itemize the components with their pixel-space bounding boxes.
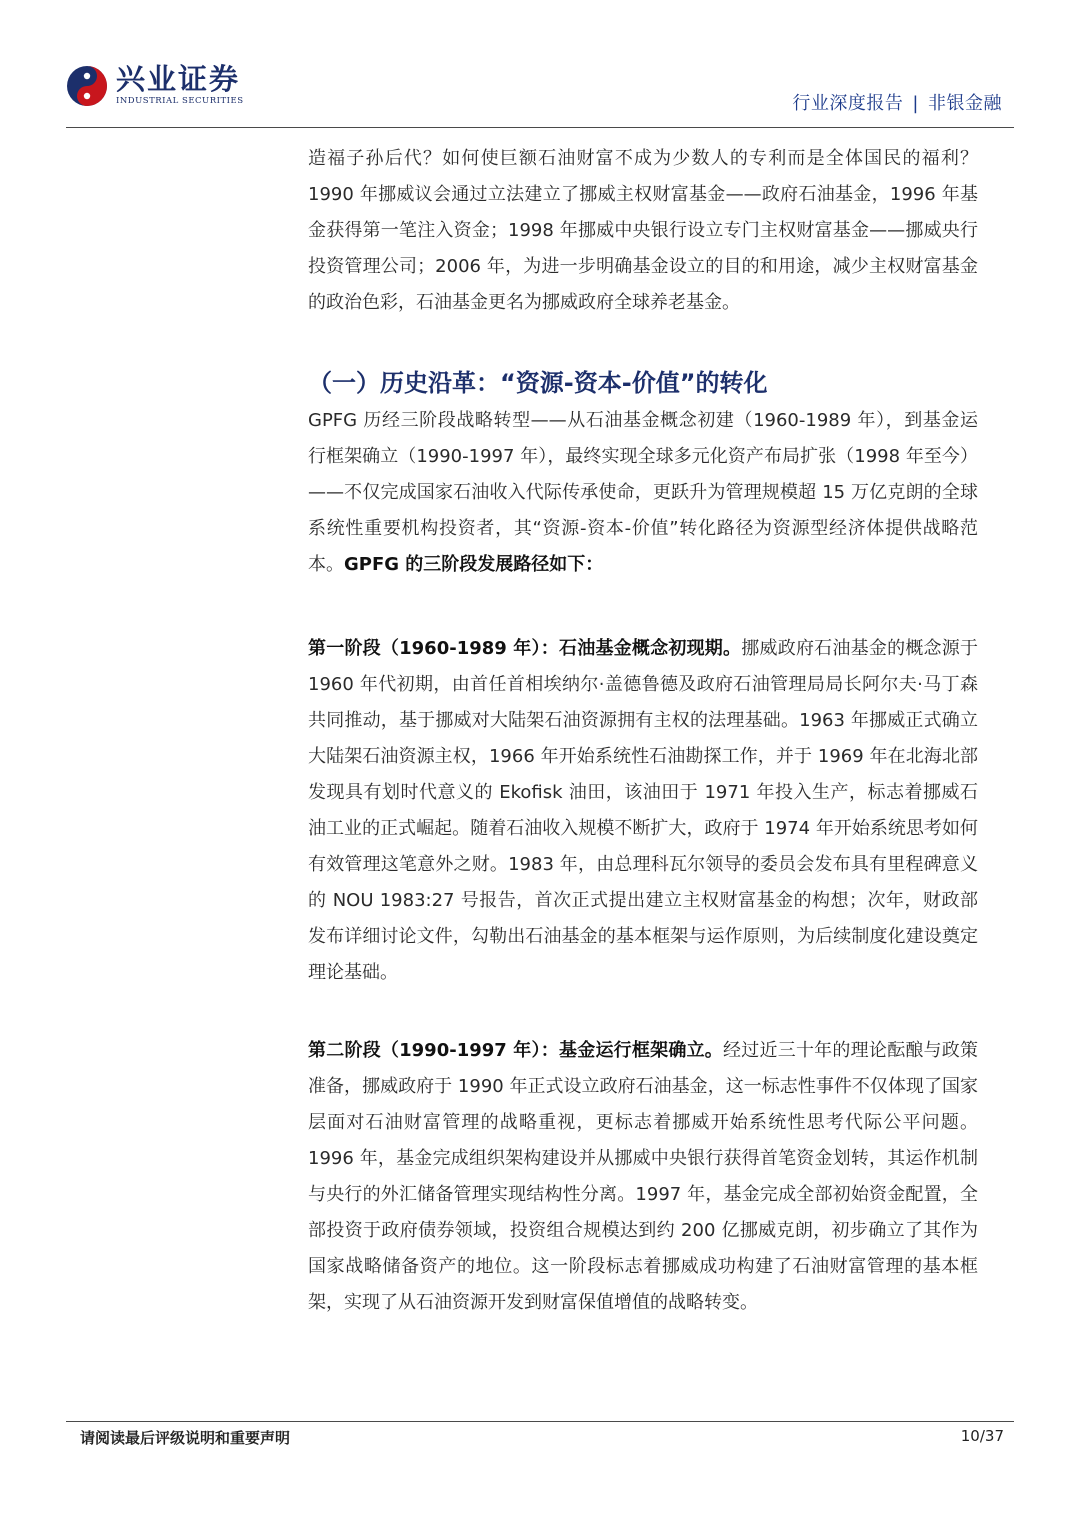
overview-paragraph bbox=[308, 403, 978, 583]
footer-disclaimer: 请阅读最后评级说明和重要声明 bbox=[80, 1429, 291, 1447]
logo-mark-icon bbox=[66, 65, 108, 107]
logo-chinese-name: 兴业证券 bbox=[116, 62, 241, 96]
page-header bbox=[0, 0, 1080, 130]
stage1-title: 第一阶段（1960-1989 年）：石油基金概念初现期。 bbox=[308, 638, 742, 659]
overview-bold-lead: GPFG 的三阶段发展路径如下： bbox=[344, 554, 604, 575]
stage1-paragraph bbox=[308, 631, 978, 991]
company-logo bbox=[66, 64, 244, 107]
report-sector: 非银金融 bbox=[928, 93, 1002, 114]
header-divider bbox=[66, 127, 1014, 128]
page-number: 10/37 bbox=[960, 1427, 1004, 1445]
section-heading: （一）历史沿革：“资源-资本-价值”的转化 bbox=[308, 369, 768, 397]
stage1-text: 挪威政府石油基金的概念源于 1960 年代初期，由首任首相埃纳尔·盖德鲁德及政府石油管理局局长阿尔夫·马丁森共同推动，基于挪威对大陆架石油资源拥有主权的法理基础。1963 年挪威正式确立大陆架石油资源主权，1966 年开始系统性石油勘探工作，并于 1969 年在北海北部发现具有划时代意义的 Ekofisk 油田，该油田于 1971 年投入生产，标志着挪威石油工业的正式崛起。随着石油收入规模不断扩大，政府于 1974 年开始系统思考如何有效管理这笔意外之财。1983 年，由总理科瓦尔领导的委员会发布具有里程碑意义的 NOU 1983:27 号报告，首次正式提出建立主权财富基金的构想；次年，财政部发布详细讨论文件，勾勒出石油基金的基本框架与运作原则，为后续制度化建设奠定理论基础。 bbox=[308, 638, 978, 983]
stage2-paragraph bbox=[308, 1033, 978, 1321]
logo-english-name: INDUSTRIAL SECURITIES bbox=[116, 96, 244, 106]
footer-divider bbox=[66, 1421, 1014, 1422]
overview-text: GPFG 历经三阶段战略转型——从石油基金概念初建（1960-1989 年），到基金运行框架确立（1990-1997 年），最终实现全球多元化资产布局扩张（1998 年至今）——不仅完成国家石油收入代际传承使命，更跃升为管理规模超 15 万亿克朗的全球系统性重要机构投资者，其“资源-资本-价值”转化路径为资源型经济体提供战略范本。 bbox=[308, 410, 978, 575]
header-separator: | bbox=[912, 93, 919, 114]
report-category bbox=[792, 89, 1002, 115]
intro-paragraph: 造福子孙后代？如何使巨额石油财富不成为少数人的专利而是全体国民的福利？1990 年挪威议会通过立法建立了挪威主权财富基金——政府石油基金，1996 年基金获得第一笔注入资金；1998 年挪威中央银行设立专门主权财富基金——挪威央行投资管理公司；2006 年，为进一步明确基金设立的目的和用途，减少主权财富基金的政治色彩，石油基金更名为挪威政府全球养老基金。 bbox=[308, 148, 978, 313]
report-type: 行业深度报告 bbox=[792, 93, 904, 114]
stage2-text: 经过近三十年的理论酝酿与政策准备，挪威政府于 1990 年正式设立政府石油基金，这一标志性事件不仅体现了国家层面对石油财富管理的战略重视，更标志着挪威开始系统性思考代际公平问题。1996 年，基金完成组织架构建设并从挪威中央银行获得首笔资金划转，其运作机制与央行的外汇储备管理实现结构性分离。1997 年，基金完成全部初始资金配置，全部投资于政府债券领域，投资组合规模达到约 200 亿挪威克朗，初步确立了其作为国家战略储备资产的地位。这一阶段标志着挪威成功构建了石油财富管理的基本框架，实现了从石油资源开发到财富保值增值的战略转变。 bbox=[308, 1040, 979, 1313]
main-content bbox=[308, 141, 978, 1321]
stage2-title: 第二阶段（1990-1997 年）：基金运行框架确立。 bbox=[308, 1040, 724, 1061]
